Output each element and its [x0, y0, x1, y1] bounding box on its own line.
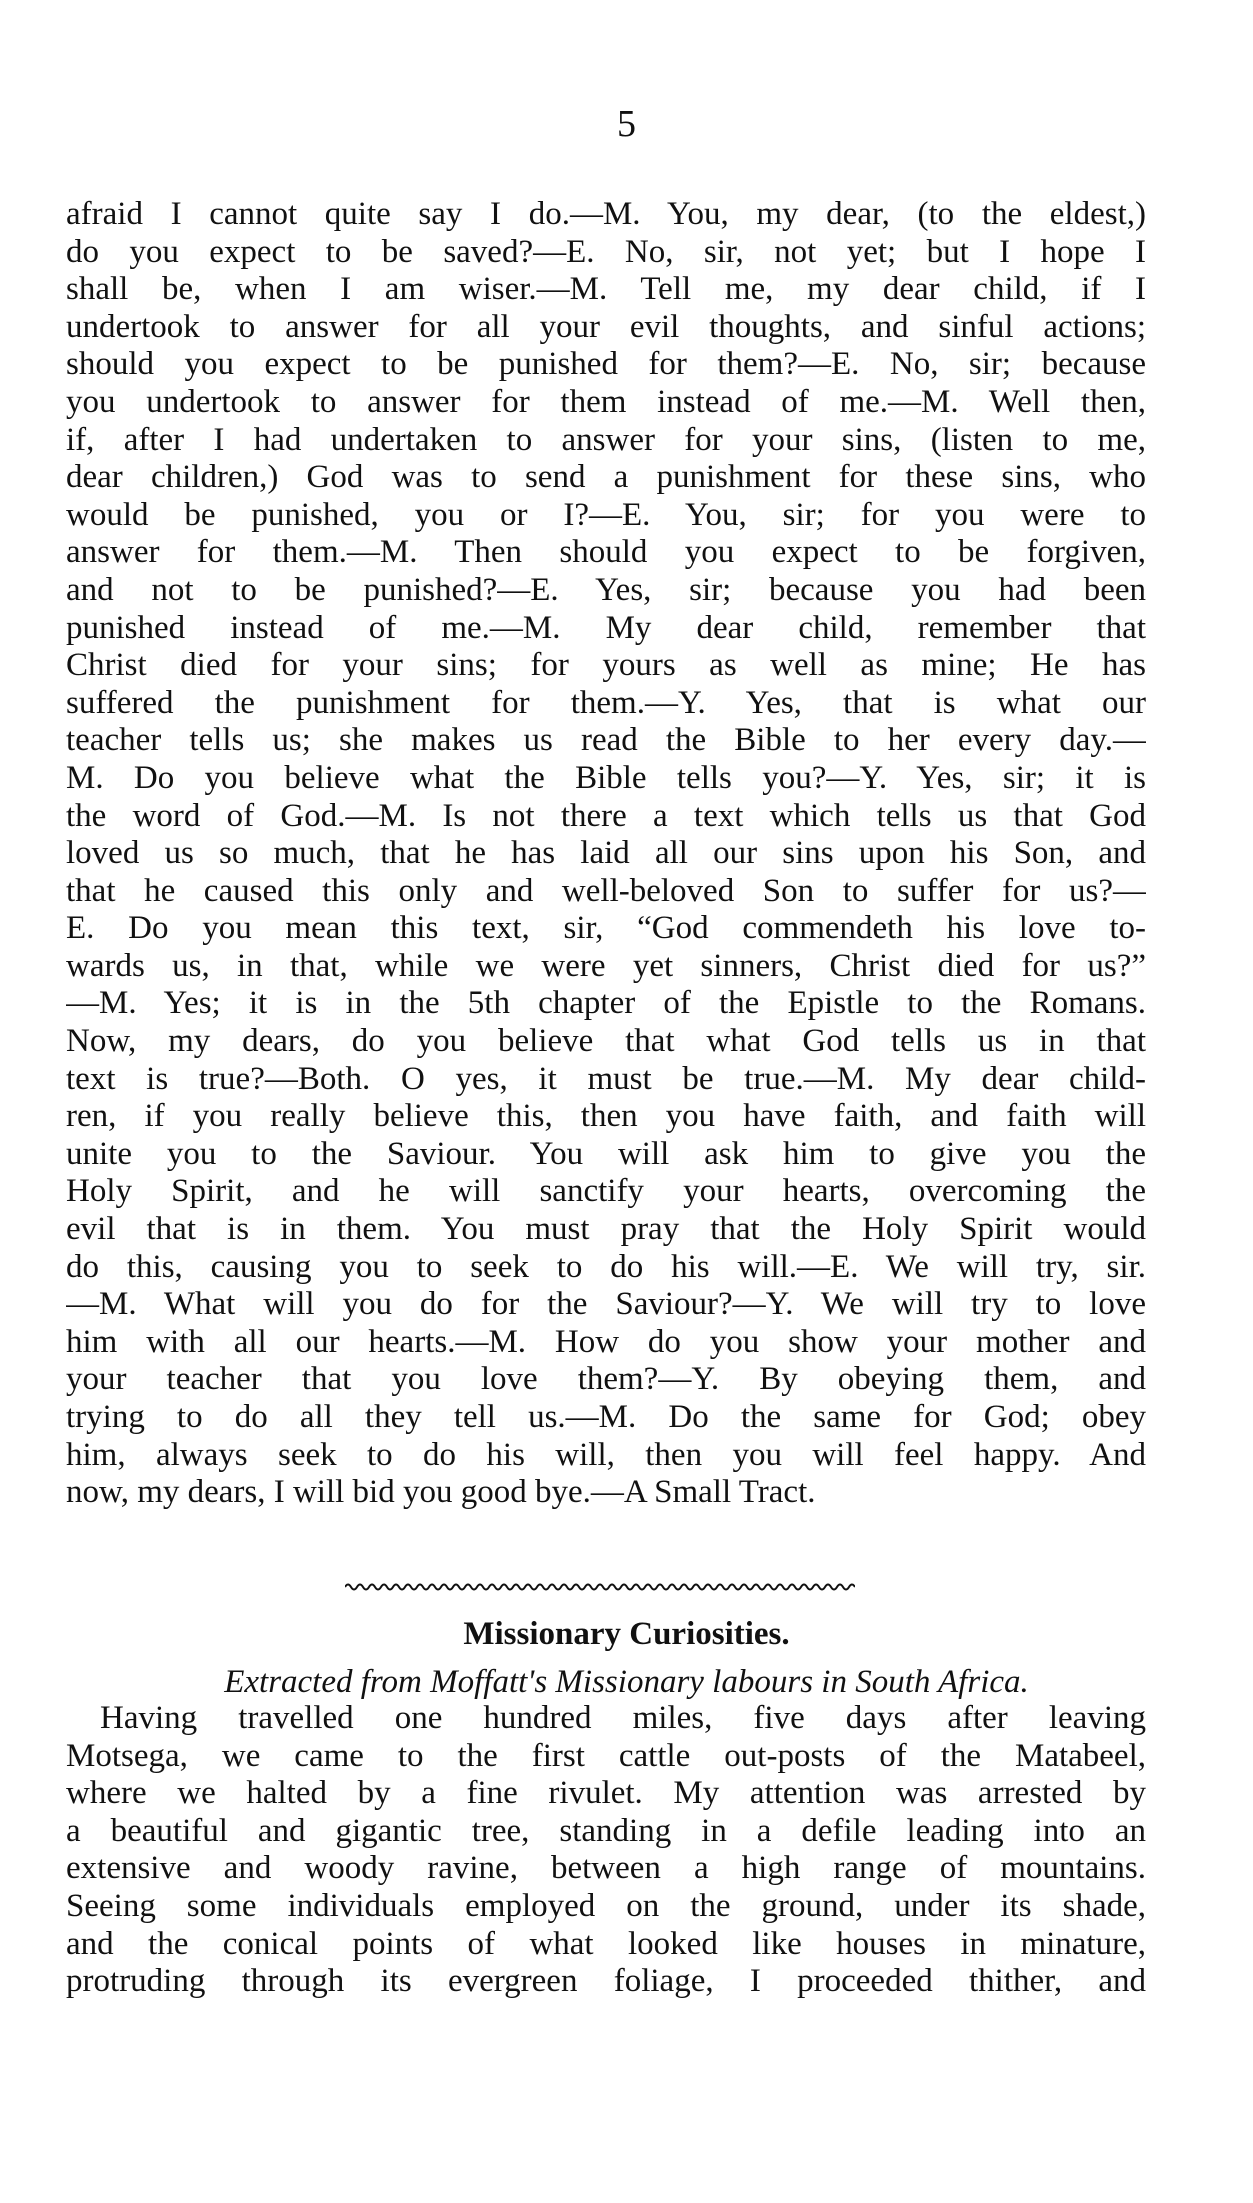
text-line: now, my dears, I will bid you good bye.—A Small Tract.	[66, 1474, 816, 1511]
text-line: undertook to answer for all your evil thoughts, and sinful actions;	[66, 308, 1146, 345]
text-line: and the conical points of what looked like houses in minature,	[66, 1925, 1146, 1962]
dialogue-paragraph	[66, 196, 1146, 1512]
text-line: Motsega, we came to the first cattle out-posts of the Matabeel,	[66, 1737, 1146, 1774]
text-line: Seeing some individuals employed on the ground, under its shade,	[66, 1887, 1146, 1924]
text-line: extensive and woody ravine, between a high range of mountains.	[66, 1850, 1146, 1887]
text-line: teacher tells us; she makes us read the Bible to her every day.—	[66, 722, 1146, 759]
text-line: suffered the punishment for them.—Y. Yes, that is what our	[66, 684, 1146, 721]
section-subtitle: Extracted from Moffatt's Missionary labours in South Africa.	[224, 1664, 1029, 1700]
article-paragraph	[66, 1700, 1146, 2001]
text-line: dear children,) God was to send a punishment for these sins, who	[66, 459, 1146, 496]
text-line: should you expect to be punished for them?—E. No, sir; because	[66, 346, 1146, 383]
text-line: punished instead of me.—M. My dear child, remember that	[66, 609, 1146, 646]
text-line: if, after I had undertaken to answer for your sins, (listen to me,	[66, 421, 1146, 458]
text-line: shall be, when I am wiser.—M. Tell me, my dear child, if I	[66, 271, 1146, 308]
text-line: protruding through its evergreen foliage, I proceeded thither, and	[66, 1963, 1146, 2000]
text-line: trying to do all they tell us.—M. Do the same for God; obey	[66, 1399, 1146, 1435]
section-title: Missionary Curiosities.	[463, 1616, 790, 1652]
text-line: unite you to the Saviour. You will ask him to give you the	[66, 1135, 1146, 1172]
text-line: would be punished, you or I?—E. You, sir; for you were to	[66, 496, 1146, 533]
text-line: Having travelled one hundred miles, five days after leaving	[100, 1700, 1146, 1736]
text-line: ren, if you really believe this, then you have faith, and faith will	[66, 1098, 1146, 1135]
text-line: —M. Yes; it is in the 5th chapter of the Epistle to the Romans.	[66, 985, 1146, 1022]
text-line: and not to be punished?—E. Yes, sir; because you had been	[66, 571, 1146, 608]
text-line: your teacher that you love them?—Y. By obeying them, and	[66, 1361, 1146, 1398]
text-line: do you expect to be saved?—E. No, sir, not yet; but I hope I	[66, 233, 1146, 270]
wavy-separator	[345, 1581, 855, 1593]
text-line: him, always seek to do his will, then you will feel happy. And	[66, 1436, 1146, 1473]
text-line: you undertook to answer for them instead of me.—M. Well then,	[66, 383, 1146, 420]
page-number: 5	[617, 103, 636, 145]
text-line: where we halted by a fine rivulet. My attention was arrested by	[66, 1775, 1146, 1812]
text-line: —M. What will you do for the Saviour?—Y. We will try to love	[66, 1286, 1146, 1323]
text-line: that he caused this only and well-beloved Son to suffer for us?—	[66, 872, 1146, 909]
text-line: loved us so much, that he has laid all our sins upon his Son, and	[66, 835, 1146, 872]
text-line: evil that is in them. You must pray that the Holy Spirit would	[66, 1211, 1146, 1248]
text-line: Holy Spirit, and he will sanctify your hearts, overcoming the	[66, 1173, 1146, 1210]
text-line: the word of God.—M. Is not there a text which tells us that God	[66, 797, 1146, 834]
text-line: E. Do you mean this text, sir, “God commendeth his love to-	[66, 910, 1146, 947]
text-line: Christ died for your sins; for yours as well as mine; He has	[66, 647, 1146, 684]
text-line: text is true?—Both. O yes, it must be true.—M. My dear child-	[66, 1060, 1146, 1097]
text-line: answer for them.—M. Then should you expect to be forgiven,	[66, 534, 1146, 571]
text-line: afraid I cannot quite say I do.—M. You, my dear, (to the eldest,)	[66, 196, 1146, 232]
text-line: a beautiful and gigantic tree, standing in a defile leading into an	[66, 1812, 1146, 1849]
text-line: wards us, in that, while we were yet sinners, Christ died for us?”	[66, 947, 1146, 984]
text-line: Now, my dears, do you believe that what God tells us in that	[66, 1023, 1146, 1060]
text-line: him with all our hearts.—M. How do you show your mother and	[66, 1323, 1146, 1360]
text-line: do this, causing you to seek to do his will.—E. We will try, sir.	[66, 1248, 1146, 1285]
text-line: M. Do you believe what the Bible tells you?—Y. Yes, sir; it is	[66, 759, 1146, 796]
